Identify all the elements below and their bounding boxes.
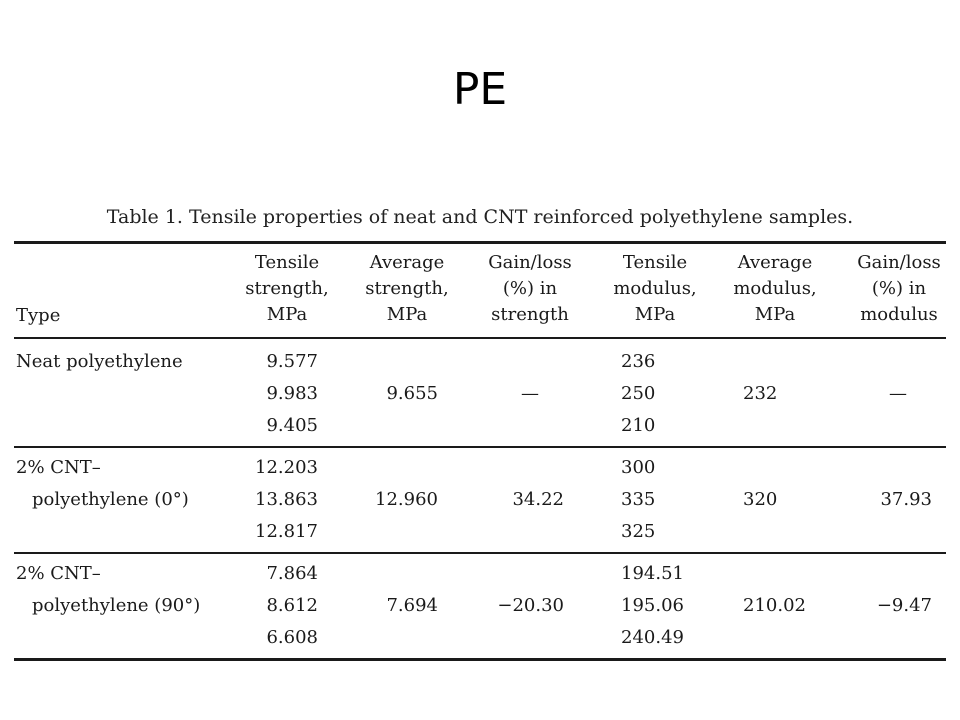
tensile-strength-value: 13.863 xyxy=(255,489,318,510)
tensile-modulus-value: 195.06 xyxy=(621,595,684,616)
header-tensile-modulus: Tensile modulus, MPa xyxy=(613,252,697,325)
tensile-strength-value: 12.817 xyxy=(255,521,318,542)
row-separator-rule xyxy=(14,552,946,554)
header-separator-rule xyxy=(14,337,946,339)
average-modulus-value: 210.02 xyxy=(743,595,806,616)
tensile-modulus-value: 335 xyxy=(621,489,656,510)
gain-modulus-value: 37.93 xyxy=(880,489,932,510)
tensile-strength-value: 9.405 xyxy=(266,415,318,436)
tensile-strength-value: 12.203 xyxy=(255,457,318,478)
header-gain-modulus: Gain/loss (%) in modulus xyxy=(857,252,941,325)
row-type-label: 2% CNT– xyxy=(16,457,101,478)
tensile-strength-value: 9.983 xyxy=(266,383,318,404)
header-average-strength: Average strength, MPa xyxy=(365,252,449,325)
tensile-modulus-value: 240.49 xyxy=(621,627,684,648)
average-strength-value: 7.694 xyxy=(386,595,438,616)
tensile-strength-value: 9.577 xyxy=(266,351,318,372)
table-caption: Table 1. Tensile properties of neat and CNT reinforced polyethylene samples. xyxy=(106,206,854,228)
tensile-modulus-value: 325 xyxy=(621,521,656,542)
average-strength-value: 9.655 xyxy=(386,383,438,404)
tensile-modulus-value: 236 xyxy=(621,351,656,372)
table-bottom-rule xyxy=(14,658,946,661)
header-average-modulus: Average modulus, MPa xyxy=(733,252,817,325)
average-modulus-value: 320 xyxy=(743,489,778,510)
row-type-label-continued: polyethylene (0°) xyxy=(32,489,189,510)
table-top-rule xyxy=(14,241,946,244)
average-strength-value: 12.960 xyxy=(375,489,438,510)
row-type-label: 2% CNT– xyxy=(16,563,101,584)
row-type-label-continued: polyethylene (90°) xyxy=(32,595,201,616)
gain-strength-value: 34.22 xyxy=(512,489,564,510)
row-separator-rule xyxy=(14,446,946,448)
gain-modulus-value: −9.47 xyxy=(876,595,932,616)
tensile-strength-value: 8.612 xyxy=(266,595,318,616)
tensile-modulus-value: 210 xyxy=(621,415,656,436)
header-tensile-strength: Tensile strength, MPa xyxy=(245,252,329,325)
tensile-modulus-value: 250 xyxy=(621,383,656,404)
gain-modulus-value: — xyxy=(889,383,907,404)
average-modulus-value: 232 xyxy=(743,383,778,404)
slide-title: PE xyxy=(452,64,508,115)
header-type: Type xyxy=(16,305,61,326)
tensile-modulus-value: 194.51 xyxy=(621,563,684,584)
tensile-modulus-value: 300 xyxy=(621,457,656,478)
gain-strength-value: −20.30 xyxy=(497,595,564,616)
gain-strength-value: — xyxy=(521,383,539,404)
header-gain-strength: Gain/loss (%) in strength xyxy=(488,252,572,325)
tensile-strength-value: 7.864 xyxy=(266,563,318,584)
row-type-label: Neat polyethylene xyxy=(16,351,183,372)
tensile-strength-value: 6.608 xyxy=(266,627,318,648)
